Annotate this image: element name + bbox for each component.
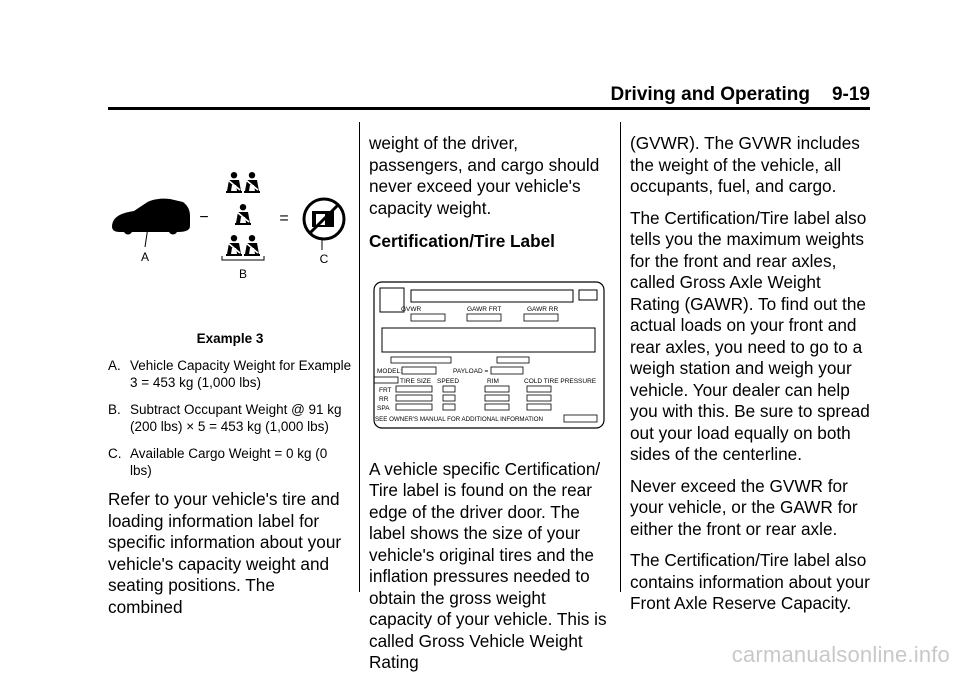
- paragraph: The Certification/Tire label also contains information about your Front Axle Reserve Capacity.: [630, 550, 870, 613]
- page-number: 9-19: [831, 84, 870, 105]
- certification-tire-label: [369, 281, 609, 433]
- watermark: carmanualsonline.info: [731, 642, 950, 667]
- paragraph: A vehicle specific Certification/ Tire label is found on the rear edge of the driver door. The label shows the size of your vehicle's original tires and the inflation pressures needed to obtain the gross weight capacity of your vehicle. This is called Gross Vehicle Weight Rating: [369, 458, 607, 672]
- paragraph: (GVWR). The GVWR includes the weight of the vehicle, all occupants, fuel, and cargo.: [630, 133, 860, 196]
- paragraph: The Certification/Tire label also tells you the maximum weights for the front and rear axles, called Gross Axle Weight Rating (GAWR). To find out the actual loads on your front and rear axles, you need to go to a weigh station and weigh your vehicle. Your dealer can help you with this. Be sure to spread out your load equally on both sides of the centerline.: [630, 207, 870, 464]
- car-icon: [112, 199, 190, 235]
- gvwr-label: GVWR: [401, 305, 422, 313]
- capacity-example-figure: [108, 120, 352, 320]
- frt-label: FRT: [379, 386, 392, 394]
- column-1: [108, 120, 352, 618]
- legend-item-b: B. Subtract Occupant Weight @ 91 kg (200 lbs) × 5 = 453 kg (1,000 lbs): [108, 402, 342, 434]
- rim-label: RIM: [487, 377, 499, 385]
- equals-sign: =: [279, 210, 289, 227]
- legend-item-a: A. Vehicle Capacity Weight for Example 3 = 453 kg (1,000 lbs): [108, 358, 352, 390]
- callout-c: C: [319, 252, 329, 266]
- callout-b: B: [238, 267, 248, 281]
- spa-label: SPA: [377, 404, 390, 412]
- column-3: [630, 133, 870, 615]
- gawr-frt-label: GAWR FRT: [467, 305, 502, 313]
- column-divider: [620, 122, 621, 592]
- seatbelt-occupants-icon: [226, 172, 260, 256]
- legend-item-c: C. Available Cargo Weight = 0 kg (0 lbs): [108, 446, 328, 478]
- gawr-rr-label: GAWR RR: [527, 305, 559, 313]
- cold-tire-pressure-label: COLD TIRE PRESSURE: [524, 377, 597, 385]
- tire-size-label: TIRE SIZE: [400, 377, 432, 385]
- rr-label: RR: [379, 395, 389, 403]
- section-title: Driving and Operating: [610, 84, 810, 105]
- column-2: [369, 133, 609, 674]
- figure-caption: Example 3: [196, 331, 264, 346]
- figure-legend: [108, 357, 352, 479]
- minus-sign: −: [199, 209, 209, 226]
- paragraph: Never exceed the GVWR for your vehicle, or the GAWR for either the front or rear axle.: [630, 475, 858, 539]
- paragraph: weight of the driver, passengers, and cargo should never exceed your vehicle's capacity weight.: [369, 133, 600, 218]
- header-rule: [108, 107, 870, 110]
- model-label: MODEL:: [377, 367, 402, 375]
- paragraph: Refer to your vehicle's tire and loading information label for specific information about your vehicle's capacity weight and seating positions. The combined: [108, 489, 342, 617]
- callout-a: A: [140, 250, 150, 264]
- speed-label: SPEED: [437, 377, 460, 385]
- page-header: [588, 84, 870, 106]
- label-footer-text: SEE OWNER'S MANUAL FOR ADDITIONAL INFORMATION: [375, 415, 544, 423]
- payload-label: PAYLOAD =: [453, 367, 489, 375]
- no-cargo-icon: [304, 199, 344, 239]
- section-heading: Certification/Tire Label: [369, 231, 555, 251]
- column-divider: [359, 122, 360, 592]
